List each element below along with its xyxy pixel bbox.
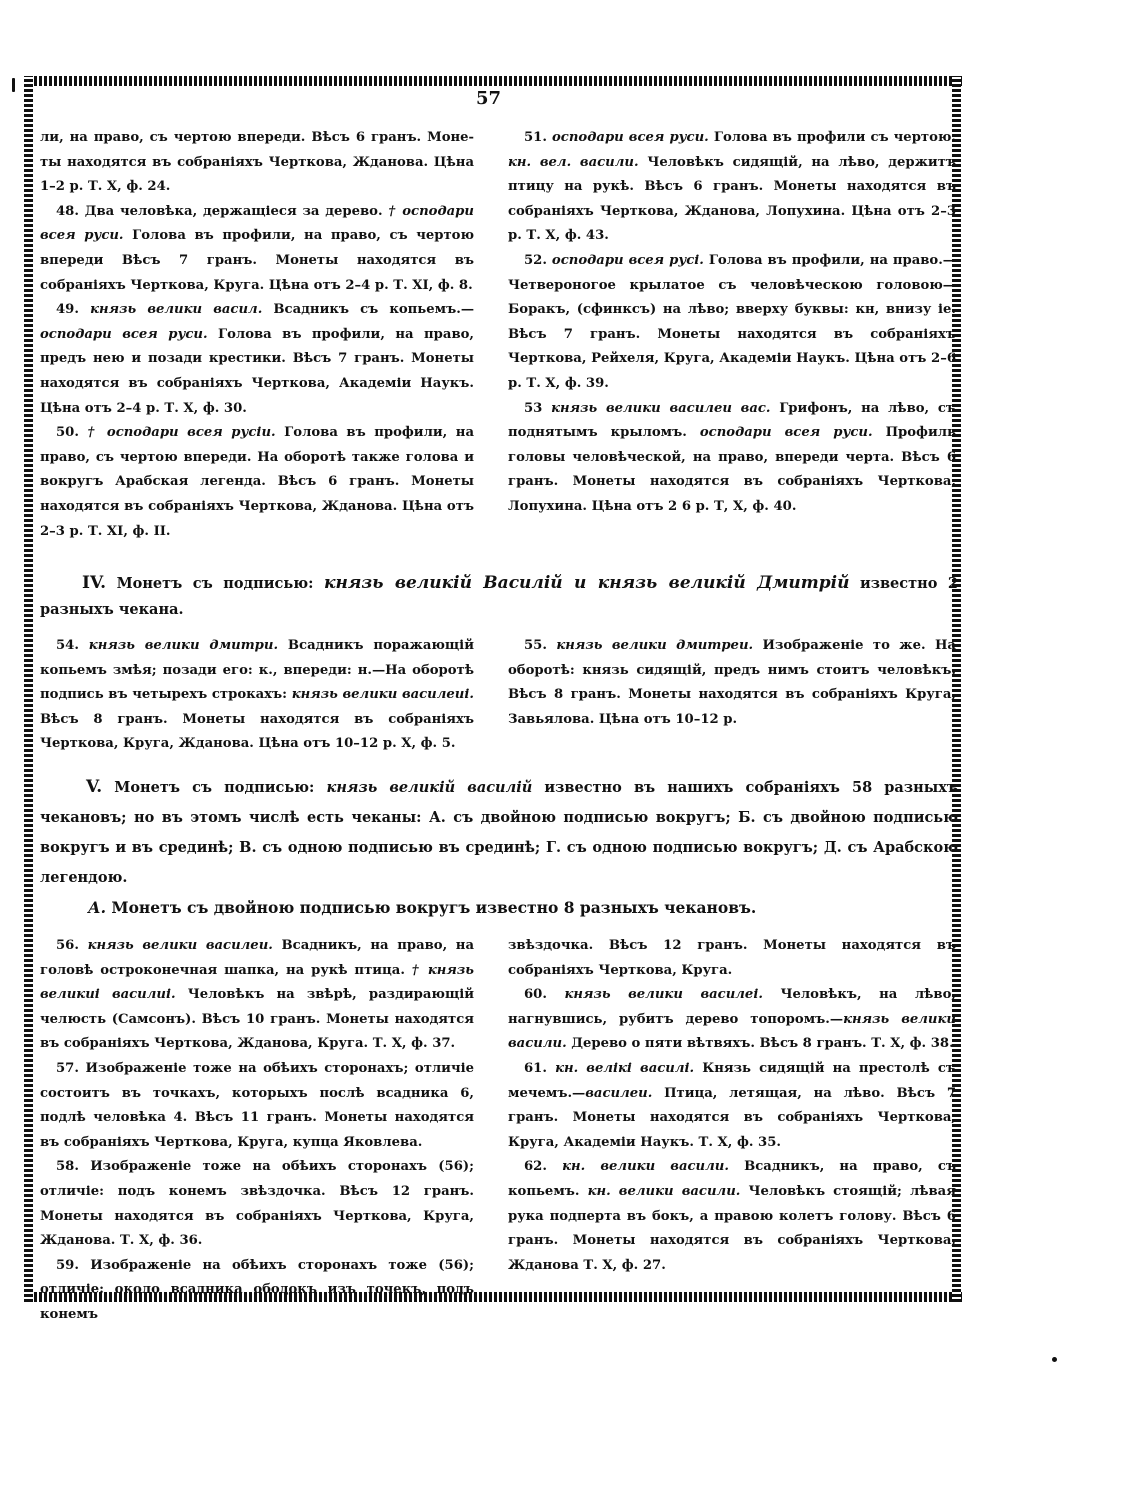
margin-mark <box>12 78 15 92</box>
speck <box>1052 1357 1057 1362</box>
paragraph-49: 49. князь велики васил. Всадникъ съ копьемъ.—осподари всея руси. Голова въ профили, на право, предъ нею и позади крестики. Вѣсъ 7 гранъ. Монеты находятся въ собраніяхъ Черткова, Академіи Наукъ. Цѣна отъ 2–4 р. Т. X, ф. 30. <box>40 302 475 416</box>
paragraph-62: 62. кн. велики васили. Всадникъ, на право, съ копьемъ. кн. велики васили. Человѣкъ стоящій; лѣвая рука подперта въ бокъ, а правою колетъ голову. Вѣсъ 6 гранъ. Монеты находятся въ собраніяхъ Черткова, Жданова Т. X, ф. 27. <box>508 1159 956 1273</box>
section-v-heading: V. Монетъ съ подписью: князь великій василій известно въ нашихъ собраніяхъ 58 разныхъ чекановъ; но въ этомъ числѣ есть чеканы: А. съ двойною подписью вокругъ; Б. съ двойною подписью вокругъ и въ срединѣ; В. съ одною подписью въ срединѣ; Г. съ одною подписью вокругъ; Д. съ Арабскою легендою. <box>40 777 958 886</box>
paragraph-59: 59. Изображеніе на обѣихъ сторонахъ тоже (56); отличіе: около всадника ободокъ изъ точекъ, подъ конемъ <box>40 1257 474 1322</box>
column-bottom-right <box>508 934 956 1278</box>
paragraph-51: 51. осподари всея руси. Голова въ профили съ чертою. кн. вел. васили. Человѣкъ сидящій, на лѣво, держитъ птицу на рукѣ. Вѣсъ 6 гранъ. Монеты находятся въ собраніяхъ Черткова, Жданова, Лопухина. Цѣна отъ 2–3 р. Т. X, ф. 43. <box>508 130 957 244</box>
column-top-left <box>40 126 474 544</box>
paragraph-52: 52. осподари всея русі. Голова въ профили, на право.—Четвероногое крылатое съ человѣческою головою—Боракъ, (сфинксъ) на лѣво; вверху буквы: кн, внизу іе. Вѣсъ 7 гранъ. Монеты находятся въ собраніяхъ Черткова, Рейхеля, Круга, Академіи Наукъ. Цѣна отъ 2–6 р. Т. X, ф. 39. <box>508 252 956 391</box>
border-left-ornament <box>24 76 33 1302</box>
paragraph-56: 56. князь велики василеи. Всадникъ, на право, на головѣ остроконечная шапка, на рукѣ птица. † князь великиі василиі. Человѣкъ на звѣрѣ, раздирающій челюсть (Самсонъ). Вѣсъ 10 гранъ. Монеты находятся въ собраніяхъ Черткова, Жданова, Круга. Т. X, ф. 37. <box>40 938 475 1052</box>
section-iv-heading: IV. Монетъ съ подписью: князь великій Василій и князь великій Дмитрій известно 2 разныхъ чекана. <box>40 573 958 618</box>
paragraph-57: 57. Изображеніе тоже на обѣихъ сторонахъ; отличіе состоитъ въ точкахъ, которыхъ послѣ всадника 6, подлѣ человѣка 4. Вѣсъ 11 гранъ. Монеты находятся въ собраніяхъ Черткова, Круга, купца Яковлева. <box>40 1060 474 1150</box>
paragraph-50: 50. † осподари всея русіи. Голова въ профили, на право, съ чертою впереди. На оборотѣ также голова и вокругъ Арабская легенда. Вѣсъ 6 гранъ. Монеты находятся въ собраніяхъ Черткова, Жданова. Цѣна отъ 2–3 р. Т. XI, ф. II. <box>40 425 474 539</box>
column-mid-left <box>40 634 474 757</box>
paragraph-60: 60. князь велики василеі. Человѣкъ, на лѣво, нагнувшись, рубитъ дерево топоромъ.—князь велики васили. Дерево о пяти вѣтвяхъ. Вѣсъ 8 гранъ. Т. X, ф. 38. <box>508 987 956 1052</box>
paragraph-59-continued: звѣздочка. Вѣсъ 12 гранъ. Монеты находятся въ собраніяхъ Черткова, Круга. <box>508 938 956 978</box>
paragraph-continued: ли, на право, съ чертою впереди. Вѣсъ 6 гранъ. Моне-ты находятся въ собраніяхъ Черткова, Жданова. Цѣна 1–2 р. Т. X, ф. 24. <box>40 130 474 195</box>
column-mid-right <box>508 634 956 732</box>
column-top-right <box>508 126 956 520</box>
paragraph-61: 61. кн. велікі василі. Князь сидящій на престолѣ съ мечемъ.—василеи. Птица, летящая, на лѣво. Вѣсъ 7 гранъ. Монеты находятся въ собраніяхъ Черткова, Круга, Академіи Наукъ. Т. X, ф. 35. <box>508 1060 956 1150</box>
border-top-ornament <box>24 76 962 86</box>
paragraph-54: 54. князь велики дмитри. Всадникъ поражающій копьемъ змѣя; позади его: к., впереди: н.—На оборотѣ подпись въ четырехъ строкахъ: князь велики василеиі. Вѣсъ 8 гранъ. Монеты находятся въ собраніяхъ Черткова, Круга, Жданова. Цѣна отъ 10–12 р. X, ф. 5. <box>40 638 474 752</box>
subsection-a-heading: А. Монетъ съ двойною подписью вокругъ известно 8 разныхъ чекановъ. <box>88 898 757 917</box>
paragraph-55: 55. князь велики дмитреи. Изображеніе то же. На оборотѣ: князь сидящій, предъ нимъ стоитъ человѣкъ. Вѣсъ 8 гранъ. Монеты находятся въ собраніяхъ Круга, Завьялова. Цѣна отъ 10–12 р. <box>508 638 956 727</box>
paragraph-53: 53 князь велики василеи вас. Грифонъ, на лѣво, съ поднятымъ крыломъ. осподари всея руси. Профиль головы человѣческой, на право, впереди черта. Вѣсъ 6 гранъ. Монеты находятся въ собраніяхъ Черткова, Лопухина. Цѣна отъ 2 6 р. Т, X, ф. 40. <box>508 400 956 514</box>
paragraph-58: 58. Изображеніе тоже на обѣихъ сторонахъ (56); отличіе: подъ конемъ звѣздочка. Вѣсъ 12 гранъ. Монеты находятся въ собраніяхъ Черткова, Круга, Жданова. Т. X, ф. 36. <box>40 1159 474 1249</box>
column-bottom-left <box>40 934 474 1328</box>
paragraph-48: 48. Два человѣка, держащіеся за дерево. † осподари всея руси. Голова въ профили, на право, съ чертою впереди Вѣсъ 7 гранъ. Монеты находятся въ собраніяхъ Черткова, Круга. Цѣна отъ 2–4 р. Т. XI, ф. 8. <box>40 203 474 293</box>
page-number: 57 <box>476 88 502 109</box>
